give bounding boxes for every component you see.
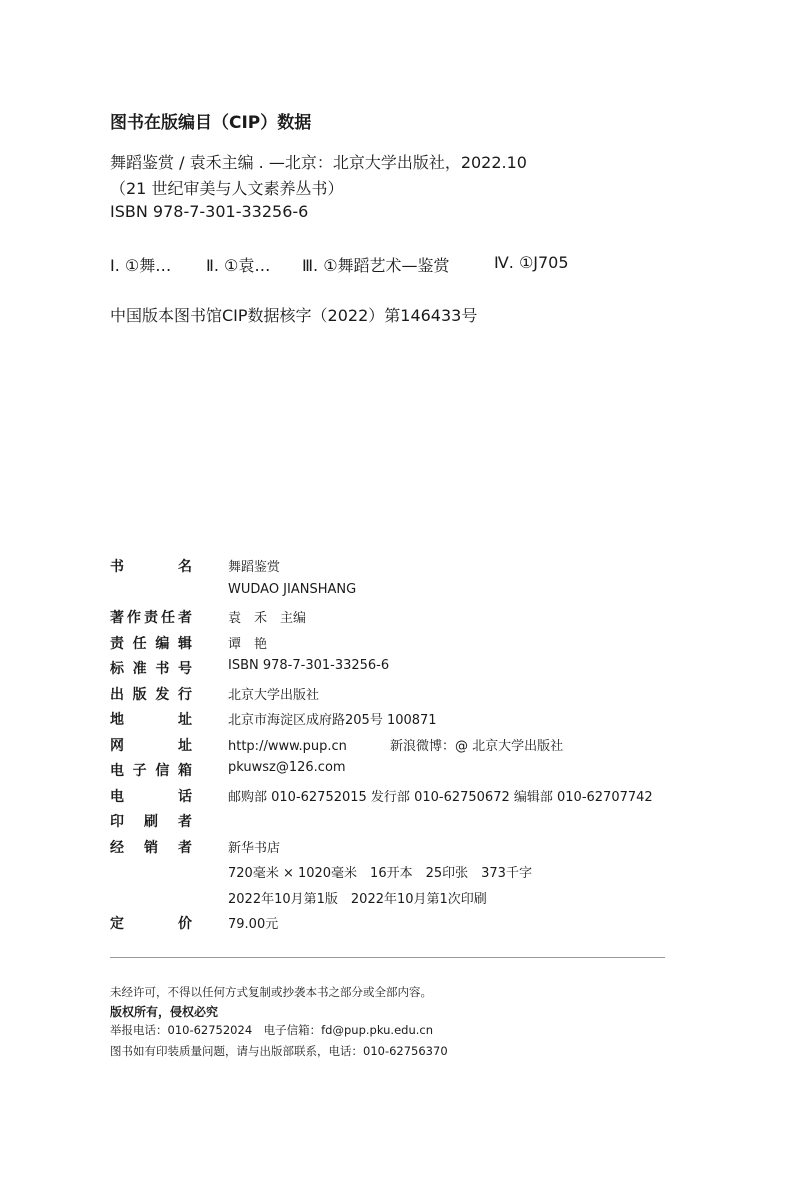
row-price [110, 913, 710, 939]
row-publisher [110, 684, 710, 710]
label-price: 定 价 [110, 916, 192, 932]
label-publisher: 出 版 发 行 [110, 686, 192, 703]
label-distributor: 经 销 者 [110, 839, 192, 856]
label-website: 网 址 [110, 737, 192, 754]
book-name: 舞蹈鉴赏 [228, 560, 281, 575]
label-isbn: 标 准 书 号 [110, 661, 192, 677]
label-author: 著 作 责 任 者 [110, 610, 192, 626]
copy-notice: 未经许可，不得以任何方式复制或抄袭本书之部分或全部内容。 [110, 985, 432, 999]
address: 北京市海淀区成府路205号 100871 [228, 713, 437, 728]
row-editor [110, 633, 710, 659]
label-email: 电 子 信 箱 [110, 763, 192, 779]
cip-record-number: 中国版本图书馆CIP数据核字（2022）第146433号 [110, 306, 478, 325]
price: 79.00元 [228, 917, 279, 932]
cip-line-title: 舞蹈鉴赏 / 袁禾主编 . —北京：北京大学出版社，2022.10 [110, 153, 527, 172]
cip-line-isbn: ISBN 978-7-301-33256-6 [110, 202, 309, 221]
row-email [110, 760, 710, 786]
row-isbn [110, 658, 710, 684]
book-name-pinyin: WUDAO JIANSHANG [228, 581, 357, 597]
label-phone: 电 话 [110, 788, 192, 805]
label-address: 地 址 [110, 712, 192, 728]
row-author [110, 607, 710, 633]
publication-info [110, 556, 710, 939]
subject-4: Ⅳ. ①J705 [494, 253, 569, 272]
distributor: 新华书店 [228, 840, 281, 856]
report-contact: 举报电话：010-62752024 电子信箱：fd@pup.pku.edu.cn [110, 1023, 434, 1037]
book-format: 720毫米 × 1020毫米 16开本 25印张 373千字 [228, 866, 532, 881]
rights-notice: 版权所有，侵权必究 [110, 1005, 219, 1019]
row-book-name [110, 556, 710, 582]
label-editor: 责 任 编 辑 [110, 635, 192, 652]
isbn: ISBN 978-7-301-33256-6 [228, 658, 390, 673]
cip-subjects [110, 253, 670, 275]
row-printer [110, 811, 710, 837]
email-address[interactable]: pkuwsz@126.com [228, 760, 346, 775]
weibo-account: 新浪微博：@ 北京大学出版社 [390, 738, 564, 754]
label-book-name: 书 名 [110, 559, 192, 575]
quality-contact: 图书如有印装质量问题，请与出版部联系，电话：010-62756370 [110, 1044, 448, 1058]
subject-3: Ⅲ. ①舞蹈艺术—鉴赏 [302, 256, 450, 275]
cip-title: 图书在版编目（CIP）数据 [110, 113, 312, 133]
row-website [110, 735, 710, 761]
row-distributor [110, 837, 710, 863]
subject-2: Ⅱ. ①袁… [206, 256, 271, 275]
row-book-pinyin [110, 582, 710, 608]
website-link[interactable]: http://www.pup.cn [228, 738, 347, 754]
row-address [110, 709, 710, 735]
divider-line [110, 957, 665, 958]
label-printer: 印 刷 者 [110, 814, 192, 830]
phone-numbers: 邮购部 010-62752015 发行部 010-62750672 编辑部 010-62707742 [228, 789, 653, 805]
row-format [110, 862, 710, 888]
author: 袁 禾 主编 [228, 611, 307, 626]
editor: 谭 艳 [228, 636, 268, 652]
row-edition [110, 888, 710, 914]
row-phone [110, 786, 710, 812]
website-values [228, 735, 563, 754]
subject-1: Ⅰ. ①舞… [110, 256, 172, 275]
edition-info: 2022年10月第1版 2022年10月第1次印刷 [228, 891, 487, 907]
publisher: 北京大学出版社 [228, 687, 320, 703]
cip-line-series: （21 世纪审美与人文素养丛书） [110, 179, 344, 198]
